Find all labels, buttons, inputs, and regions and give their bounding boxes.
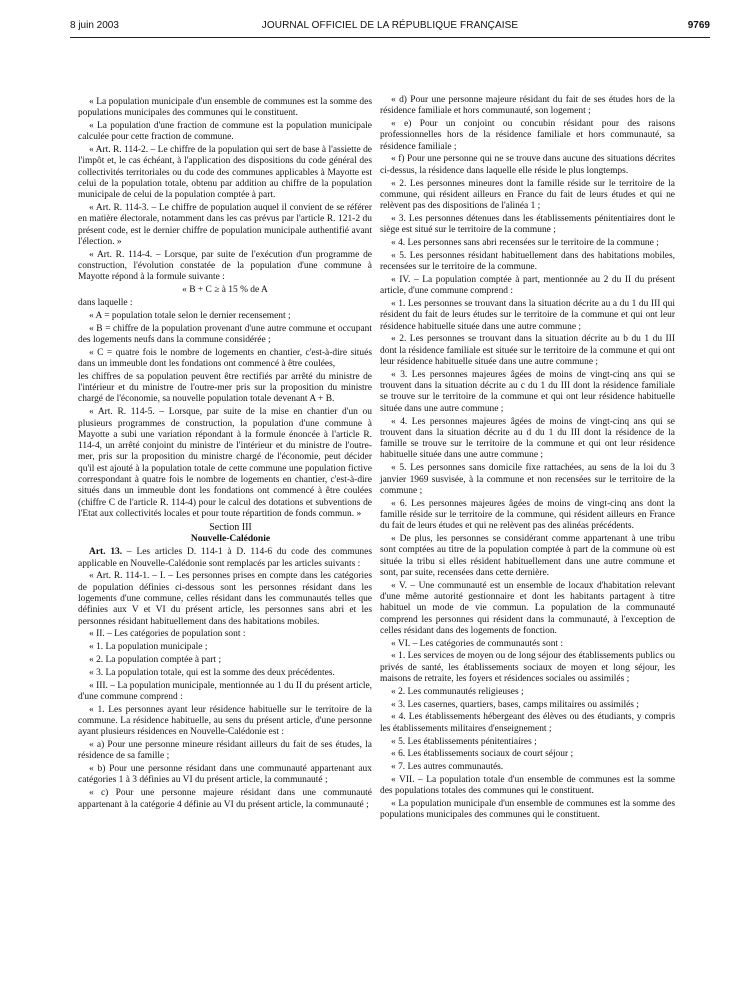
article-13 [78,547,372,570]
section-title: Section III [209,521,252,533]
paragraph: « II. – Les catégories de population sont : [89,629,246,640]
paragraph: « f) Pour une personne qui ne se trouve dans aucune des situations décrites ci-dessus, la résidence dans laquelle elle réside le plus longtemps. [380,154,675,176]
paragraph: « 1. La population municipale ; [89,642,208,653]
paragraph: « 7. Les autres communautés. [391,762,504,773]
paragraph: « V. – Une communauté est un ensemble de locaux d'habitation relevant d'une même autorité gestionnaire et dont les habitants partagent à titre habituel un mode de vie commun. La population de la communauté comprend les personnes qui résident dans la communauté, à l'exception de celles résidant dans des logements de fonction. [380,580,675,636]
paragraph: « VI. – Les catégories de communautés sont : [391,638,564,649]
left-column [78,97,372,812]
formula-intro: dans laquelle : [78,298,133,309]
header-title: JOURNAL OFFICIEL DE LA RÉPUBLIQUE FRANÇAISE [261,20,519,31]
paragraph: « 3. Les personnes majeures âgées de moins de vingt-cinq ans qui se trouvent dans la situation décrite au c du 1 du III dont la résidence familiale se trouve sur le territoire de la commune et qui ont leur résidence habituelle située dans une autre commune ; [380,369,675,414]
paragraph: « Art. R. 114-5. – Lorsque, par suite de la mise en chantier d'un ou plusieurs programmes de construction, la population d'une commune à Mayotte a subi une variation répondant à la formule énoncée à l'article R. 114-4, un arrêté conjoint du ministre de l'intérieur et du ministre de l'outre-mer, pris sur la proposition du ministre chargé de l'économie, peut décider qu'il est ajouté à la population totale de cette commune une population fictive correspondant à quatre fois le nombre de logements en chantier, c'est-à-dire situés dans un immeuble dont les fondations ont commencé à être coulées (chiffre C de l'article R. 114-4) pour le calcul des dotations et subventions de l'Etat aux collectivités locales et pour toute répartition de fonds commun. » [78,407,372,519]
paragraph: « 1. Les services de moyen ou de long séjour des établissements publics ou privés de santé, les établissements sociaux de moyen et long séjour, les maisons de retraite, les foyers et résidences sociales ou assimilés ; [380,651,675,685]
definition: « B = chiffre de la population provenant d'une autre commune et occupant des logements neufs dans la commune considérée ; [78,323,372,345]
paragraph: « 5. Les personnes résidant habituellement dans des habitations mobiles, recensées sur le territoire de la commune. [380,250,675,273]
paragraph: « 2. Les personnes se trouvant dans la situation décrite au b du 1 du III dont la résidence familiale est située sur le territoire de la commune et qui ont leur résidence habituelle située dans une autre commune ; [380,334,675,368]
paragraph: « e) Pour un conjoint ou concubin résidant pour des raisons professionnelles hors de la résidence familiale et hors communauté, sa résidence familiale ; [380,119,675,152]
paragraph: « 4. Les établissements hébergeant des élèves ou des étudiants, y compris les établissements militaires d'enseignement ; [380,712,675,734]
paragraph: « La population d'une fraction de commune est la population municipale calculée pour cette fraction de commune. [78,121,372,143]
paragraph: « 5. Les établissements pénitentiaires ; [391,736,537,747]
paragraph: « Art. R. 114-1. – I. – Les personnes prises en compte dans les catégories de population définies ci-dessous sont les personnes résidant dans les logements d'une commune, celles résidant dans les communautés telles que définies aux V et VI du présent article, les personnes sans abri et les personnes résidant habituellement dans des habitations mobiles. [78,571,372,627]
article-text: – Les articles D. 114-1 à D. 114-6 du code des communes applicable en Nouvelle-Calédonie sont remplacés par les articles suivants : [78,547,373,569]
paragraph: « 3. La population totale, qui est la somme des deux précédentes. [89,667,335,678]
definition: « A = population totale selon le dernier recensement ; [89,310,291,321]
paragraph: « 4. Les personnes majeures âgées de moins de vingt-cinq ans qui se trouvent dans la situation décrite au d du 1 du III dont la résidence de la famille se trouve sur le territoire de la commune et qui ont leur résidence habituelle située dans une autre commune ; [380,416,675,461]
formula: « B + C ≥ à 15 % de A [182,285,268,296]
header-page-number: 9769 [687,20,710,31]
paragraph: « Art. R. 114-3. – Le chiffre de population auquel il convient de se référer en matière électorale, notamment dans les cas prévus par l'article R. 121-2 du présent code, est le dernier chiffre de population municipale authentifié avant l'élection. » [78,203,372,248]
paragraph: « Art. R. 114-4. – Lorsque, par suite de l'exécution d'un programme de construction, l'évolution constatée de la population d'une commune à Mayotte répond à la formule suivante : [78,249,372,283]
paragraph: « 2. La population comptée à part ; [89,654,222,665]
article-label: Art. 13. [89,547,123,558]
paragraph: « La population municipale d'un ensemble de communes est la somme des populations municipales des communes qui le constituent. [380,799,675,821]
definition: « C = quatre fois le nombre de logements en chantier, c'est-à-dire situés dans un immeuble dont les fondations ont commencé à être coulées, [78,347,372,370]
paragraph: « VII. – La population totale d'un ensemble de communes est la somme des populations totales des communes qui le constituent. [380,774,675,797]
paragraph: « La population municipale d'un ensemble de communes est la somme des populations municipales des communes qui le constituent. [78,97,372,119]
paragraph: « b) Pour une personne résidant dans une communauté appartenant aux catégories 1 à 3 définies au VI du présent article, la communauté ; [78,764,372,786]
paragraph: « a) Pour une personne mineure résidant ailleurs du fait de ses études, la résidence de sa famille ; [78,740,372,762]
section-subtitle: Nouvelle-Calédonie [190,534,271,545]
paragraph: « Art. R. 114-2. – Le chiffre de la population qui sert de base à l'assiette de l'impôt et, le cas échéant, à l'application des dispositions du code général des collectivités territoriales ou du code des communes applicables à Mayotte est celui de la population totale, obtenu par addition au chiffre de la population municipale de celui de la population comptée à part. [78,145,372,201]
paragraph: « 3. Les personnes détenues dans les établissements pénitentiaires dont le siège est situé sur le territoire de la commune ; [380,213,675,236]
paragraph: « 5. Les personnes sans domicile fixe rattachées, au sens de la loi du 3 janvier 1969 susvisée, à la commune et non recensées sur le territoire de la commune ; [380,463,675,496]
paragraph: « c) Pour une personne majeure résidant dans une communauté appartenant à la catégorie 4 définie au VI du présent article, la communauté ; [78,788,372,810]
paragraph: « d) Pour une personne majeure résidant du fait de ses études hors de la résidence familiale et hors communauté, son logement ; [380,95,675,117]
paragraph: « 6. Les personnes majeures âgées de moins de vingt-cinq ans dont la famille réside sur le territoire de la commune, qui résident ailleurs en France du fait de leurs études et qui ne relèvent pas des alinéas précédents. [380,498,675,532]
paragraph: « De plus, les personnes se considérant comme appartenant à une tribu sont comptées au titre de la population comptée à part de la commune où est située la tribu si elles résident habituellement dans une autre commune et sont, par suite, recensées dans cette dernière. [380,533,675,578]
paragraph: « 1. Les personnes ayant leur résidence habituelle sur le territoire de la commune. La résidence habituelle, au sens du présent article, d'une personne ayant plusieurs résidences en Nouvelle-Calédonie est : [78,704,372,738]
paragraph: « 3. Les casernes, quartiers, bases, camps militaires ou assimilés ; [391,699,639,710]
header-rule [70,37,710,38]
paragraph: « IV. – La population comptée à part, mentionnée au 2 du II du présent article, d'une commune comprend : [380,274,675,297]
paragraph: les chiffres de sa population peuvent être rectifiés par arrêté du ministre de l'intérieur et du ministre de l'outre-mer pris sur la proposition du ministre chargé de l'économie, sa nouvelle population totale devenant A + B. [78,371,372,405]
right-column [380,95,675,823]
paragraph: « 2. Les communautés religieuses ; [391,686,524,697]
paragraph: « III. – La population municipale, mentionnée au 1 du II du présent article, d'une commune comprend : [78,680,372,702]
paragraph: « 2. Les personnes mineures dont la famille réside sur le territoire de la commune, qui résident ailleurs en France du fait de leurs études et qui ne relèvent pas des dispositions de l'alinéa 1 ; [380,178,675,212]
paragraph: « 1. Les personnes se trouvant dans la situation décrite au a du 1 du III qui résident du fait de leurs études sur le territoire de la commune et qui ont leur résidence habituelle située dans une autre commune ; [380,299,675,332]
paragraph: « 4. Les personnes sans abri recensées sur le territoire de la commune ; [391,238,659,249]
paragraph: « 6. Les établissements sociaux de court séjour ; [391,749,574,760]
header-date: 8 juin 2003 [70,20,119,31]
